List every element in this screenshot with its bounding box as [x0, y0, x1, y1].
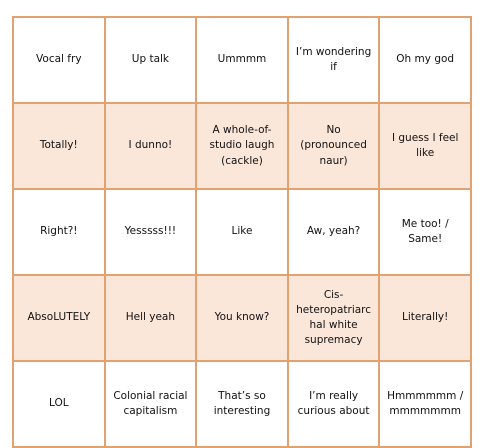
bingo-cell: Right?! [13, 189, 105, 275]
bingo-row [13, 275, 471, 361]
bingo-cell: You know? [196, 275, 288, 361]
bingo-cell: That’s so interesting [196, 361, 288, 447]
bingo-cell: I’m really curious about [288, 361, 380, 447]
bingo-cell: No (pronounced naur) [288, 103, 380, 189]
bingo-cell: Aw, yeah? [288, 189, 380, 275]
bingo-cell: Yesssss!!! [105, 189, 197, 275]
bingo-card [12, 16, 472, 448]
bingo-cell: Hell yeah [105, 275, 197, 361]
bingo-cell: Hmmmmmm / mmmmmmm [379, 361, 471, 447]
bingo-cell: Colonial racial capitalism [105, 361, 197, 447]
bingo-cell: I dunno! [105, 103, 197, 189]
bingo-cell: Totally! [13, 103, 105, 189]
bingo-cell: A whole-of-studio laugh (cackle) [196, 103, 288, 189]
bingo-cell: Up talk [105, 17, 197, 103]
bingo-cell: I guess I feel like [379, 103, 471, 189]
bingo-row [13, 17, 471, 103]
bingo-cell: Cis-heteropatriarchal white supremacy [288, 275, 380, 361]
bingo-cell: AbsoLUTELY [13, 275, 105, 361]
bingo-row [13, 189, 471, 275]
bingo-cell: Vocal fry [13, 17, 105, 103]
bingo-cell: LOL [13, 361, 105, 447]
bingo-cell: Me too! / Same! [379, 189, 471, 275]
bingo-row [13, 361, 471, 447]
bingo-cell: Ummmm [196, 17, 288, 103]
bingo-cell: Literally! [379, 275, 471, 361]
bingo-cell: Oh my god [379, 17, 471, 103]
bingo-row [13, 103, 471, 189]
bingo-cell: Like [196, 189, 288, 275]
bingo-cell: I’m wondering if [288, 17, 380, 103]
